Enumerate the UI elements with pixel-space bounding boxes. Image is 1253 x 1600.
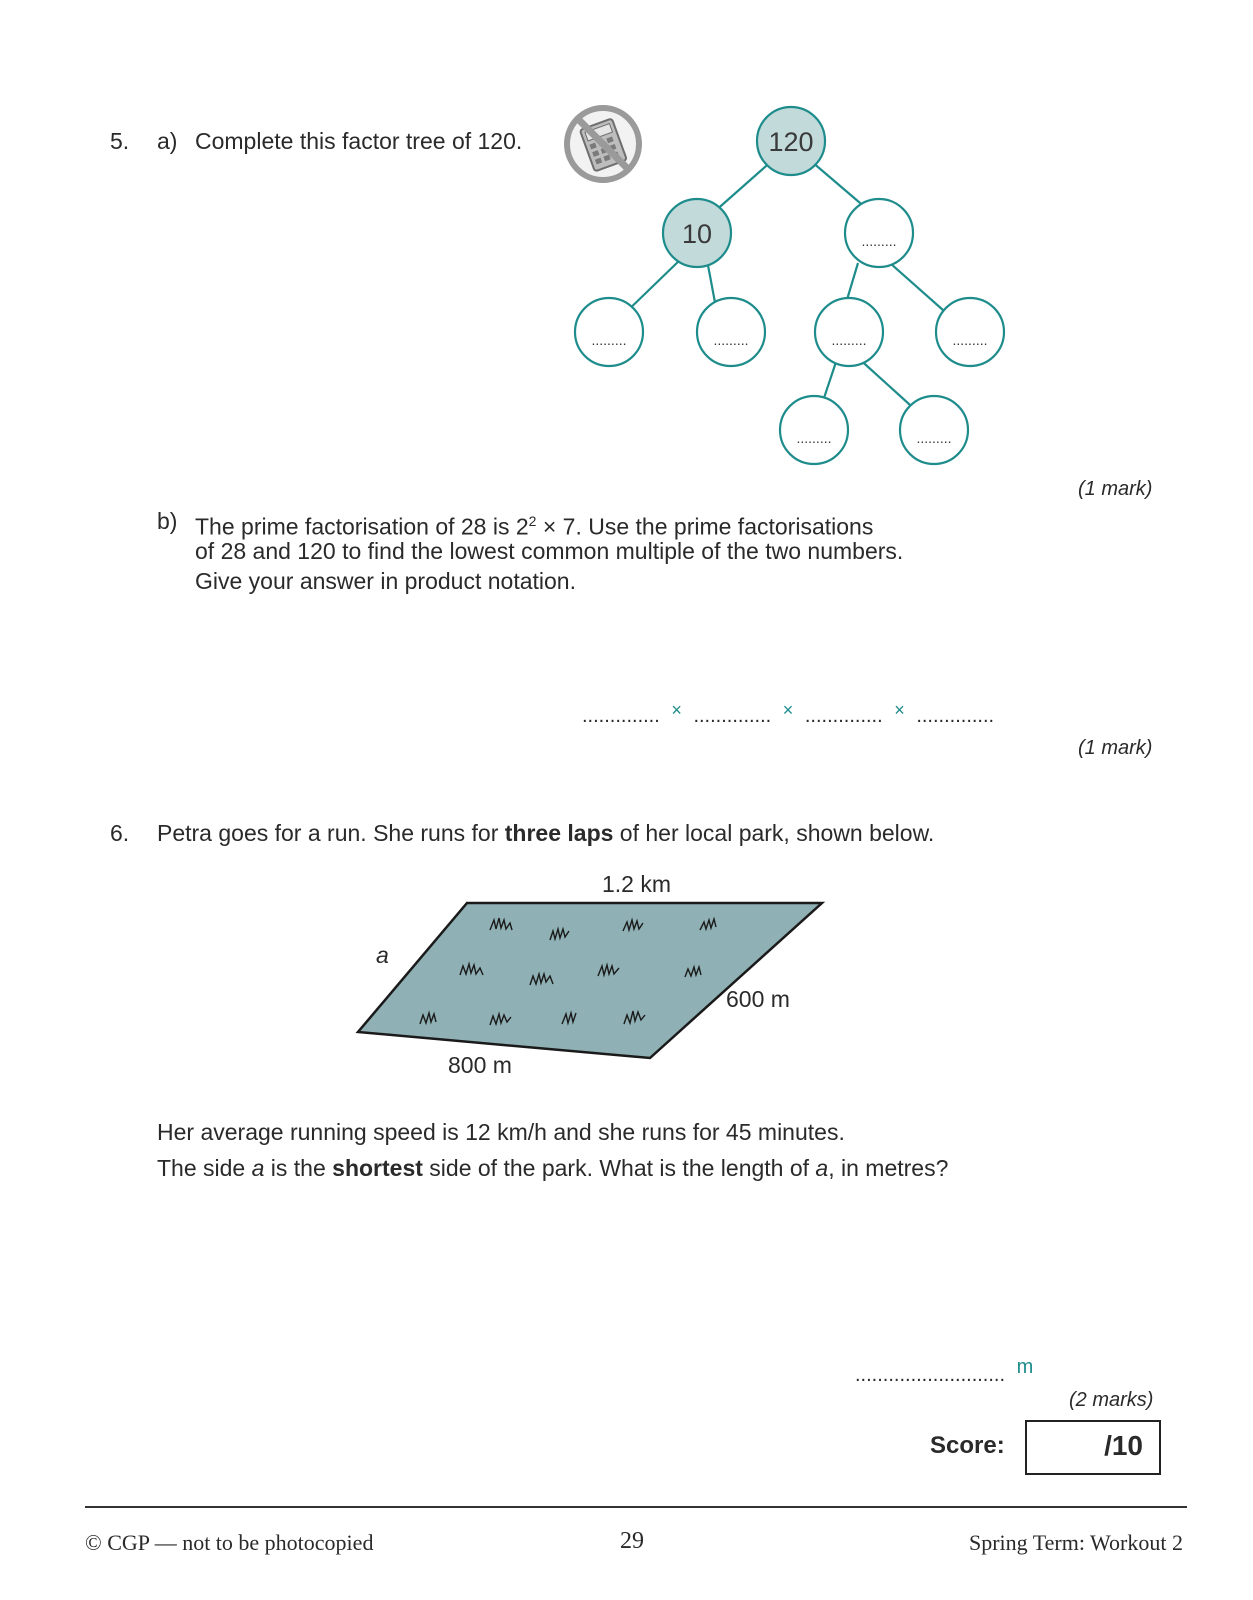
- score-total: /10: [1104, 1430, 1143, 1461]
- q5a-text: Complete this factor tree of 120.: [195, 128, 523, 154]
- park-label-bottom: 800 m: [448, 1052, 512, 1078]
- tree-blank[interactable]: .........: [713, 332, 749, 348]
- q5a-label: a): [157, 128, 178, 154]
- q5b-label: b): [157, 508, 178, 534]
- unit-label: m: [1016, 1356, 1034, 1378]
- q6-question-pre: The side: [157, 1155, 252, 1181]
- q5b-answer-line: [582, 700, 994, 728]
- q5b-line1-pre: The prime factorisation of 28 is 2: [195, 513, 529, 540]
- q5b-line3: Give your answer in product notation.: [195, 568, 576, 594]
- q6-number: 6.: [110, 820, 130, 846]
- q6-var-a: a: [251, 1155, 265, 1181]
- q6-question: [157, 1153, 948, 1183]
- q6-intro-bold: three laps: [504, 820, 614, 846]
- q6-question-mid: is the: [264, 1155, 333, 1181]
- answer-blank[interactable]: ..............: [916, 705, 995, 727]
- q6-intro-pre: Petra goes for a run. She runs for: [157, 820, 505, 846]
- answer-blank[interactable]: ..............: [693, 705, 772, 727]
- q6-speed-text: Her average running speed is 12 km/h and she runs for 45 minutes.: [157, 1119, 845, 1145]
- times-sign: ×: [671, 700, 682, 720]
- q5-number: 5.: [110, 128, 130, 154]
- footer-section: Spring Term: Workout 2: [968, 1530, 1183, 1555]
- q6-question-post1: side of the park. What is the length of: [422, 1155, 816, 1181]
- score-label: Score:: [930, 1432, 1005, 1459]
- tree-left-value: 10: [681, 219, 713, 249]
- tree-blank[interactable]: .........: [591, 332, 627, 348]
- q6-intro-post: of her local park, shown below.: [613, 820, 935, 846]
- answer-blank[interactable]: ...........................: [855, 1364, 1006, 1386]
- answer-blank[interactable]: ..............: [582, 705, 660, 727]
- answer-blank[interactable]: ..............: [804, 705, 883, 727]
- park-label-top: 1.2 km: [602, 871, 672, 897]
- q5b-line1-sup: 2: [528, 513, 537, 529]
- score-box[interactable]: [1025, 1420, 1161, 1475]
- q5b-line1-post: × 7. Use the prime factorisations: [536, 513, 874, 540]
- q6-intro: [157, 818, 934, 848]
- park-shape: [358, 903, 822, 1058]
- tree-root-value: 120: [768, 127, 814, 157]
- q6-var-a: a: [815, 1155, 829, 1181]
- q5b-marks: (1 mark): [1078, 737, 1153, 759]
- park-label-right: 600 m: [726, 986, 790, 1012]
- times-sign: ×: [782, 700, 794, 720]
- park-diagram: [340, 860, 840, 1090]
- tree-blank[interactable]: .........: [796, 430, 832, 446]
- q5b-line2: of 28 and 120 to find the lowest common multiple of the two numbers.: [195, 538, 904, 564]
- q6-question-bold: shortest: [332, 1155, 423, 1181]
- page-number: 29: [620, 1528, 644, 1554]
- footer-rule: [85, 1506, 1187, 1508]
- q6-answer-line: [855, 1356, 1033, 1387]
- q6-question-post2: , in metres?: [828, 1155, 949, 1181]
- tree-blank[interactable]: .........: [831, 332, 867, 348]
- times-sign: ×: [894, 700, 905, 720]
- tree-blank[interactable]: .........: [861, 233, 897, 249]
- park-label-left: a: [376, 942, 389, 968]
- tree-blank[interactable]: .........: [916, 430, 952, 446]
- q5a-marks: (1 mark): [1078, 478, 1153, 500]
- factor-tree: [560, 100, 1020, 480]
- footer-copyright: © CGP — not to be photocopied: [85, 1530, 374, 1555]
- tree-blank[interactable]: .........: [952, 332, 988, 348]
- q6-marks: (2 marks): [1069, 1389, 1154, 1411]
